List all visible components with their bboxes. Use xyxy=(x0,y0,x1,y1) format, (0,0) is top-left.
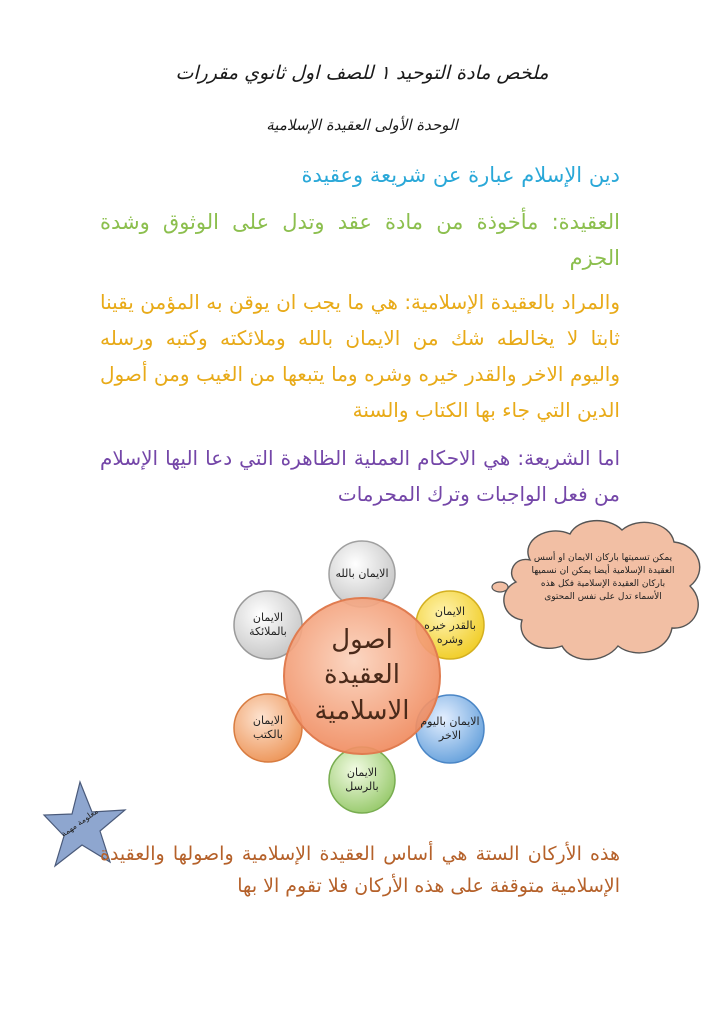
paragraph-pillars: هذه الأركان الستة هي أساس العقيدة الإسلامية واصولها والعقيدة الإسلامية متوقفة على هذه الأركان فلا تقوم الا بها xyxy=(100,843,620,897)
unit-title: الوحدة الأولى العقيدة الإسلامية xyxy=(266,116,458,134)
paragraph-shariah: اما الشريعة: هي الاحكام العملية الظاهرة التي دعا اليها الإسلام من فعل الواجبات وترك المحرمات xyxy=(100,446,620,506)
label-last-day: الايمان باليوم الاخر xyxy=(420,715,480,742)
paragraph-aqeedah-definition: العقيدة: مأخوذة من مادة عقد وتدل على الوثوق وشدة الجزم xyxy=(100,210,620,270)
star-label: معلومة مهمة xyxy=(59,806,100,839)
bubble-text: يمكن تسميتها باركان الايمان او أسس العقيدة الإسلامية أيضا يمكن ان نسميها باركان العقيدة الإسلامية فكل هذه الأسماء تدل على نفس المحتوى xyxy=(531,553,675,603)
label-angels: الايمان بالملائكة xyxy=(249,611,287,638)
center-label: اصول العقيدة الاسلامية xyxy=(314,625,410,726)
paragraph-aqeedah-meaning: والمراد بالعقيدة الإسلامية: هي ما يجب ان يوقن به المؤمن يقينا ثابتا لا يخالطه شك من الايمان بالله وملائكته وكتبه ورسله واليوم الاخر والقدر خيره وشره وما يتبعها من الغيب ومن أصول الدين التي جاء بها الكتاب والسنة xyxy=(100,290,620,422)
label-allah: الايمان بالله xyxy=(335,567,389,581)
label-messengers: الايمان بالرسل xyxy=(345,766,379,793)
doc-title: ملخص مادة التوحيد ١ للصف اول ثانوي مقررات xyxy=(175,62,549,84)
label-qadar: الايمان بالقدر خيره وشره xyxy=(424,605,476,646)
label-books: الايمان بالكتب xyxy=(252,714,284,741)
paragraph-islam: دين الإسلام عبارة عن شريعة وعقيدة xyxy=(301,163,620,187)
